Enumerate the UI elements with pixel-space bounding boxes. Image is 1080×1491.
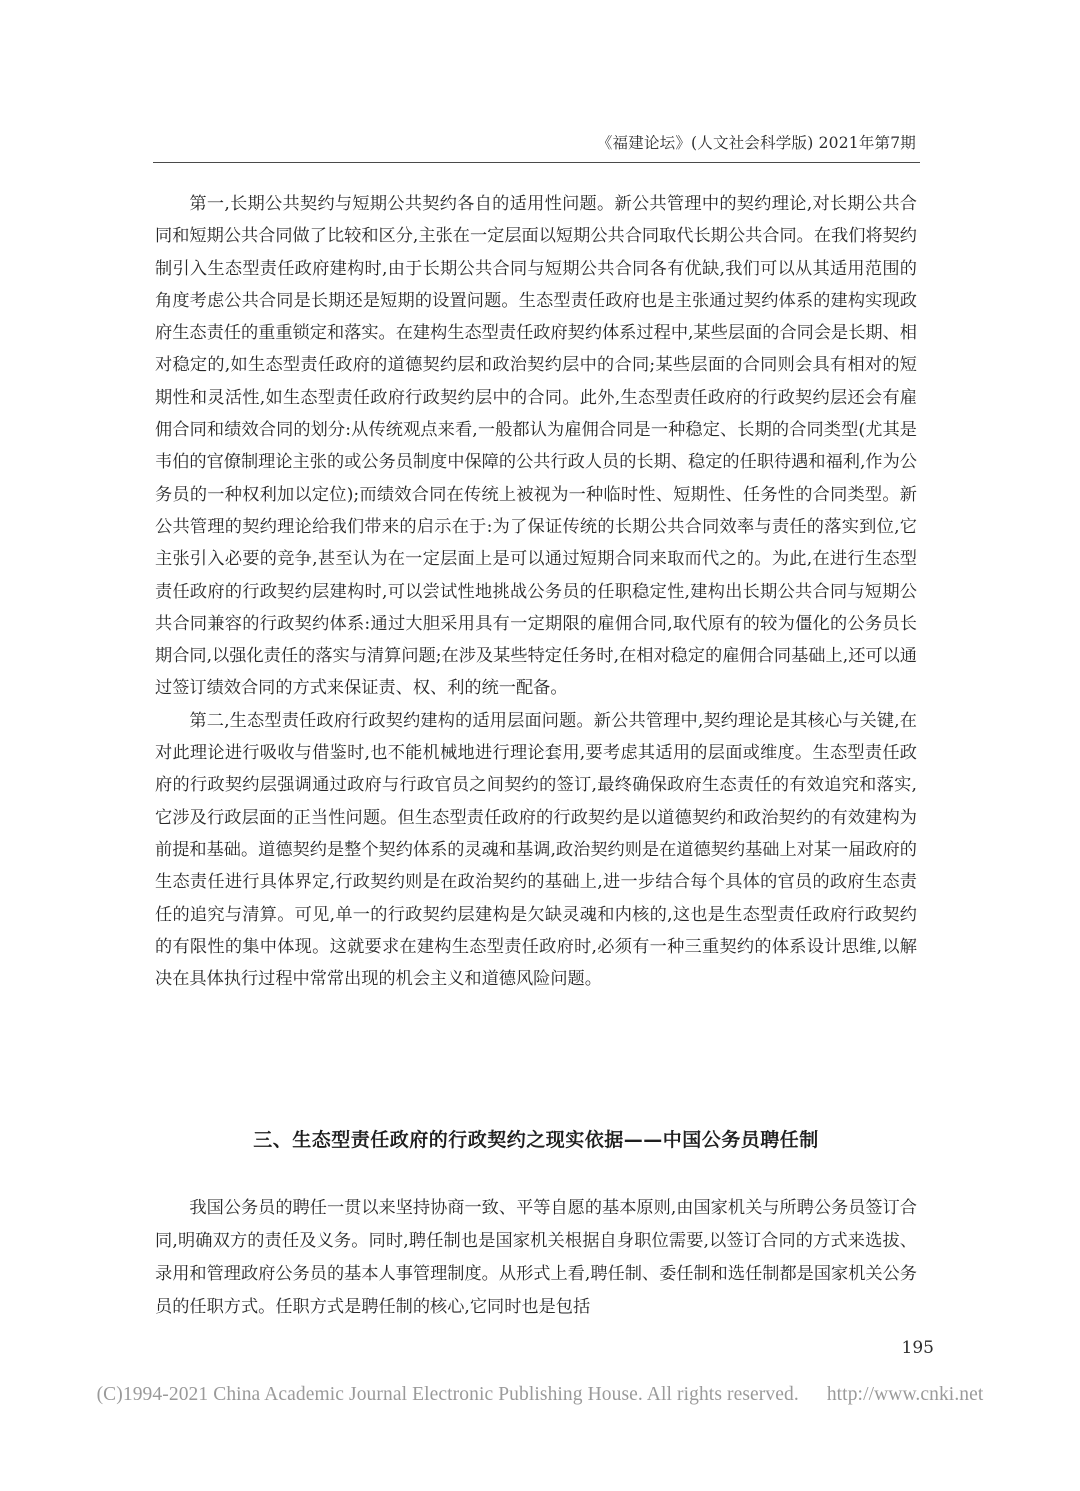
section-heading: 三、生态型责任政府的行政契约之现实依据——中国公务员聘任制 — [253, 1129, 819, 1151]
cnki-url[interactable]: http://www.cnki.net — [826, 1384, 984, 1405]
paragraph-second: 第二,生态型责任政府行政契约建构的适用层面问题。新公共管理中,契约理论是其核心与关键,在对此理论进行吸收与借鉴时,也不能机械地进行理论套用,要考虑其适用的层面或维度。生态型责任政府的行政契约层强调通过政府与行政官员之间契约的签订,最终确保政府生态责任的有效追究和落实,它涉及行政层面的正当性问题。但生态型责任政府的行政契约是以道德契约和政治契约的有效建构为前提和基础。道德契约是整个契约体系的灵魂和基调,政治契约则是在道德契约基础上对某一届政府的生态责任进行具体界定,行政契约则是在政治契约的基础上,进一步结合每个具体的官员的政府生态责任的追究与清算。可见,单一的行政契约层建构是欠缺灵魂和内核的,这也是生态型责任政府行政契约的有限性的集中体现。这就要求在建构生态型责任政府时,必须有一种三重契约的体系设计思维,以解决在具体执行过程中常常出现的机会主义和道德风险问题。 — [155, 710, 917, 990]
copyright-line — [0, 1384, 1080, 1406]
copyright-text: (C)1994-2021 China Academic Journal Electronic Publishing House. All rights reserved. — [96, 1384, 799, 1405]
section-paragraph: 我国公务员的聘任一贯以来坚持协商一致、平等自愿的基本原则,由国家机关与所聘公务员签订合同,明确双方的责任及义务。同时,聘任制也是国家机关根据自身职位需要,以签订合同的方式来选拔、录用和管理政府公务员的基本人事管理制度。从形式上看,聘任制、委任制和选任制都是国家机关公务员的任职方式。任职方式是聘任制的核心,它同时也是包括 — [155, 1198, 917, 1317]
section-body — [155, 1192, 917, 1324]
page-number: 195 — [901, 1338, 934, 1358]
running-header: 《福建论坛》(人文社会科学版) 2021年第7期 — [596, 134, 916, 152]
paragraph-first: 第一,长期公共契约与短期公共契约各自的适用性问题。新公共管理中的契约理论,对长期公共合同和短期公共合同做了比较和区分,主张在一定层面以短期公共合同取代长期公共合同。在我们将契约制引入生态型责任政府建构时,由于长期公共合同与短期公共合同各有优缺,我们可以从其适用范围的角度考虑公共合同是长期还是短期的设置问题。生态型责任政府也是主张通过契约体系的建构实现政府生态责任的重重锁定和落实。在建构生态型责任政府契约体系过程中,某些层面的合同会是长期、相对稳定的,如生态型责任政府的道德契约层和政治契约层中的合同;某些层面的合同则会具有相对的短期性和灵活性,如生态型责任政府行政契约层中的合同。此外,生态型责任政府的行政契约层还会有雇佣合同和绩效合同的划分:从传统观点来看,一般都认为雇佣合同是一种稳定、长期的合同类型(尤其是韦伯的官僚制理论主张的或公务员制度中保障的公共行政人员的长期、稳定的任职待遇和福利,作为公务员的一种权利加以定位);而绩效合同在传统上被视为一种临时性、短期性、任务性的合同类型。新公共管理的契约理论给我们带来的启示在于:为了保证传统的长期公共合同效率与责任的落实到位,它主张引入必要的竞争,甚至认为在一定层面上是可以通过短期合同来取而代之的。为此,在进行生态型责任政府的行政契约层建构时,可以尝试性地挑战公务员的任职稳定性,建构出长期公共合同与短期公共合同兼容的行政契约体系:通过大胆采用具有一定期限的雇佣合同,取代原有的较为僵化的公务员长期合同,以强化责任的落实与清算问题;在涉及某些特定任务时,在相对稳定的雇佣合同基础上,还可以通过签订绩效合同的方式来保证责、权、利的统一配备。 — [155, 194, 917, 699]
body-text — [155, 188, 917, 995]
header-rule — [153, 162, 920, 163]
